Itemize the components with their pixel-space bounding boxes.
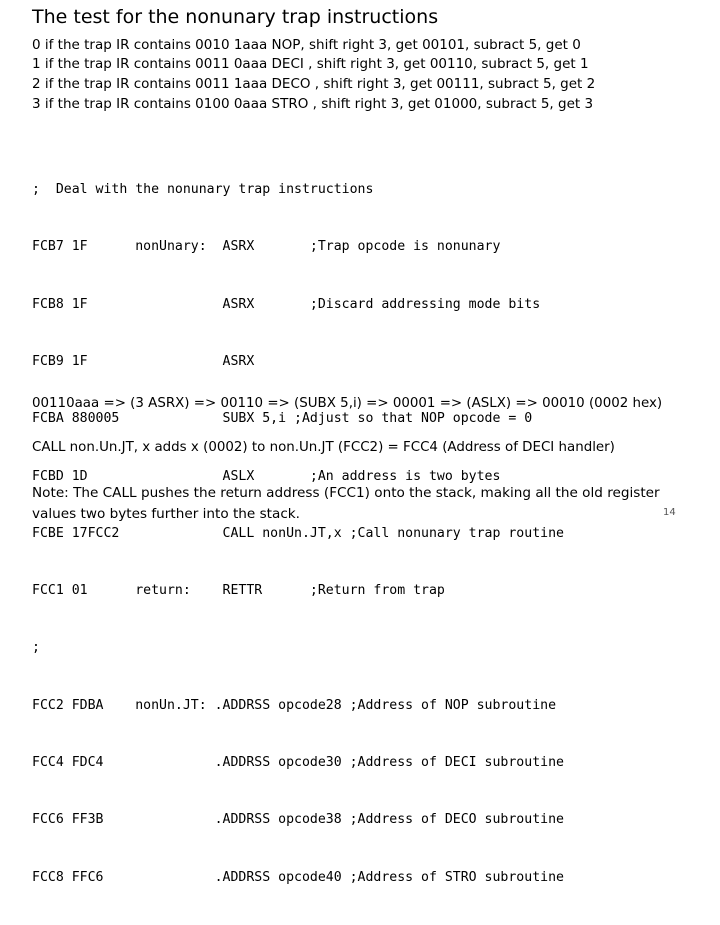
condition-line: 1 if the trap IR contains 0011 0aaa DECI , shift right 3, get 00110, subract 5, get 1	[32, 56, 589, 72]
code-line: FCB7 1F nonUnary: ASRX ;Trap opcode is nonunary	[32, 239, 501, 255]
slide-title: The test for the nonunary trap instructions	[32, 6, 439, 28]
shift-equation: 00110aaa => (3 ASRX) => 00110 => (SUBX 5,i) => 00001 => (ASLX) => 00010 (0002 hex)	[32, 396, 663, 411]
code-line: ;	[32, 640, 40, 656]
code-line: ; Deal with the nonunary trap instructions	[32, 182, 374, 198]
code-line: FCC6 FF3B .ADDRSS opcode38 ;Address of DECO subroutine	[32, 812, 564, 828]
stack-note	[32, 483, 660, 525]
code-line: FCBD 1D ASLX ;An address is two bytes	[32, 468, 501, 484]
note-line: values two bytes further into the stack.	[32, 506, 300, 522]
code-line: FCB9 1F ASRX	[32, 354, 255, 370]
code-line: FCC2 FDBA nonUn.JT: .ADDRSS opcode28 ;Address of NOP subroutine	[32, 697, 557, 713]
code-line: FCC1 01 return: RETTR ;Return from trap	[32, 583, 445, 599]
condition-line: 0 if the trap IR contains 0010 1aaa NOP, shift right 3, get 00101, subract 5, get 0	[32, 37, 581, 53]
code-line: FCBA 880005 SUBX 5,i ;Adjust so that NOP opcode = 0	[32, 411, 533, 427]
note-line: Note: The CALL pushes the return address (FCC1) onto the stack, making all the old register	[32, 485, 660, 501]
page-number: 14	[663, 507, 676, 518]
code-line: FCC8 FFC6 .ADDRSS opcode40 ;Address of STRO subroutine	[32, 869, 564, 885]
condition-line: 3 if the trap IR contains 0100 0aaa STRO , shift right 3, get 01000, subract 5, get 3	[32, 96, 594, 112]
condition-line: 2 if the trap IR contains 0011 1aaa DECO , shift right 3, get 00111, subract 5, get 2	[32, 76, 596, 92]
assembly-listing	[32, 142, 564, 925]
code-line: FCBE 17FCC2 CALL nonUn.JT,x ;Call nonunary trap routine	[32, 525, 564, 541]
code-line: FCC4 FDC4 .ADDRSS opcode30 ;Address of DECI subroutine	[32, 755, 564, 770]
code-line: FCB8 1F ASRX ;Discard addressing mode bits	[32, 296, 541, 312]
call-explanation: CALL non.Un.JT, x adds x (0002) to non.Un.JT (FCC2) = FCC4 (Address of DECI handler)	[32, 440, 615, 455]
